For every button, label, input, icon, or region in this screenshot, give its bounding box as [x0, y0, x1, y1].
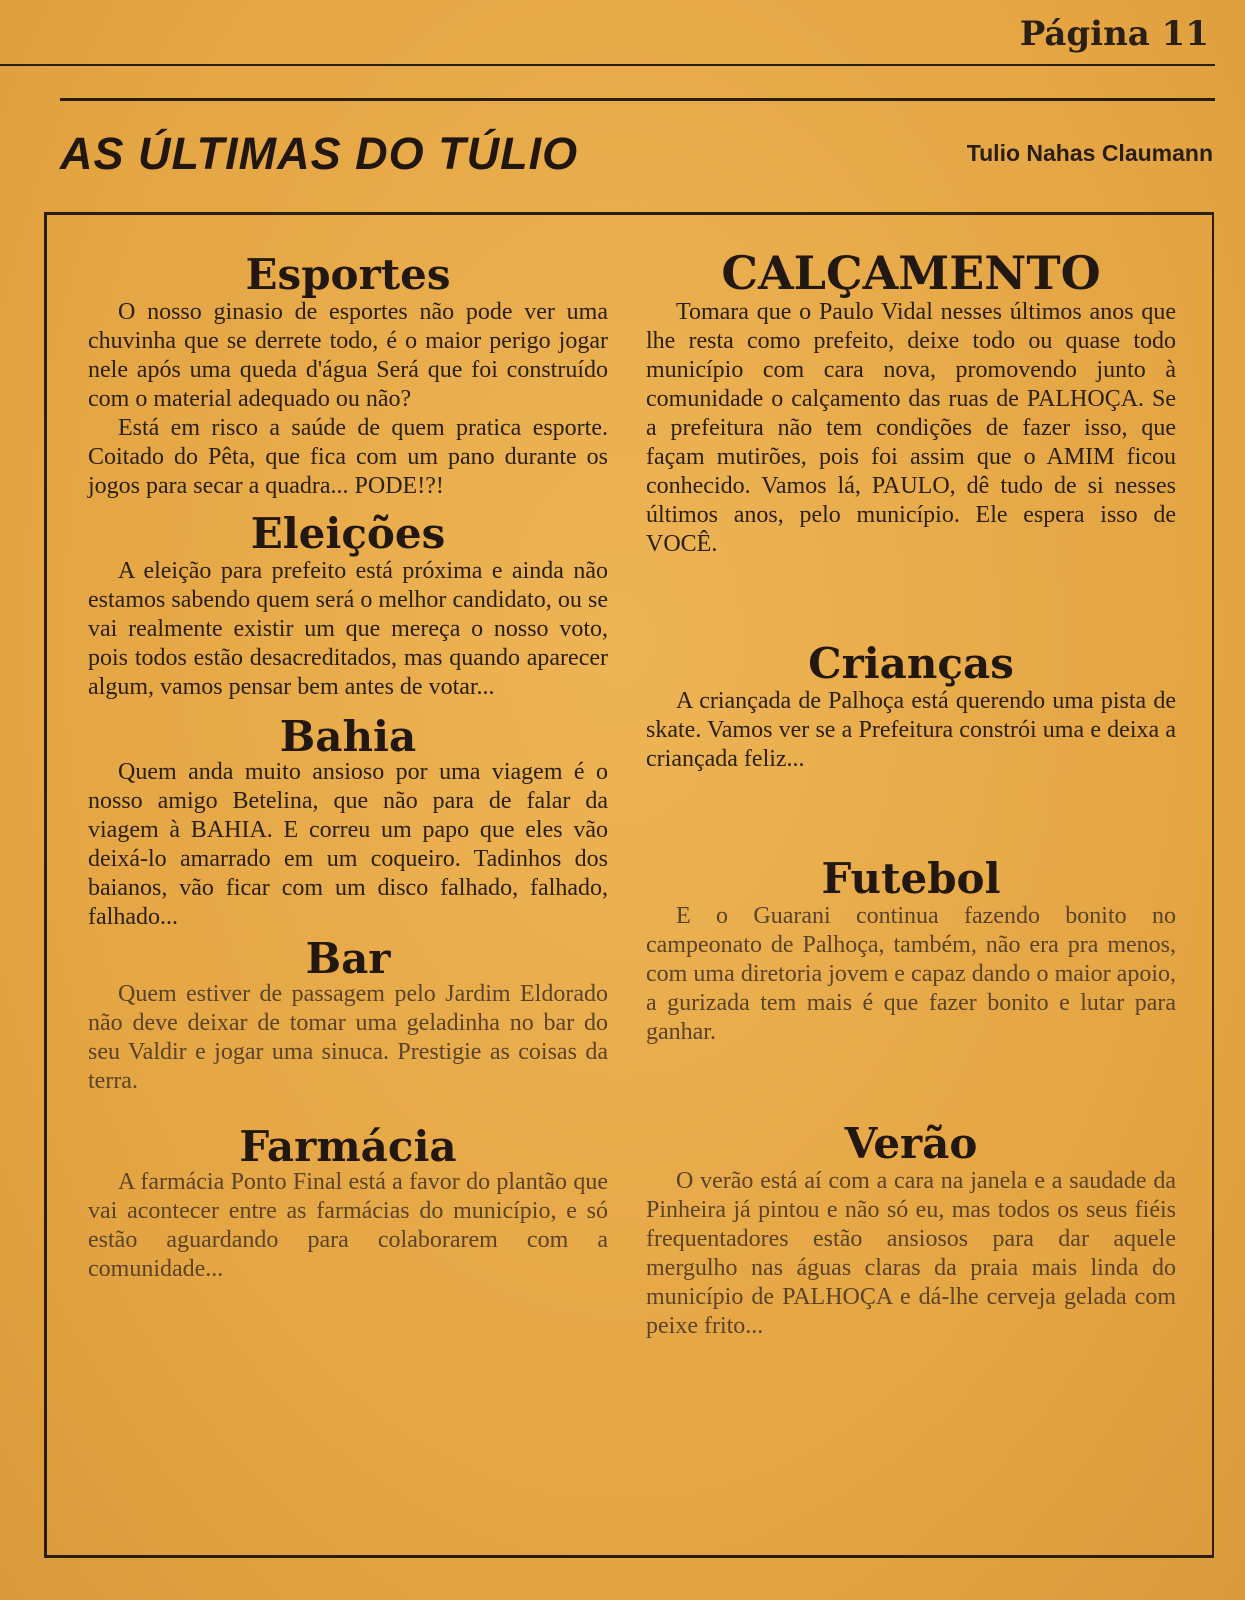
section-eleicoes: [88, 509, 608, 702]
section-bahia: [88, 712, 608, 932]
second-rule: [60, 98, 1215, 101]
section-heading: Eleições: [250, 509, 446, 558]
author-byline: Tulio Nahas Claumann: [966, 140, 1213, 166]
section-heading: Bar: [305, 934, 391, 983]
section-paragraph: A criançada de Palhoça está querendo uma pista de skate. Vamos ver se a Prefeitura constrói uma e deixa a criançada feliz...: [646, 688, 1176, 772]
section-criancas: [646, 639, 1176, 774]
section-farmacia: [88, 1122, 608, 1284]
column-title: AS ÚLTIMAS DO TÚLIO: [60, 128, 579, 179]
section-heading: Crianças: [808, 639, 1014, 688]
section-paragraph: A farmácia Ponto Final está a favor do plantão que vai acontecer entre as farmácias do município, e só estão aguardando para colaborarem com a comunidade...: [88, 1169, 608, 1282]
section-paragraph: O verão está aí com a cara na janela e a saudade da Pinheira já pintou e não só eu, mas todos os seus fiéis frequentadores estão ansiosos para dar aquele mergulho nas águas claras da praia mais linda do município de PALHOÇA e dá-lhe cerveja gelada com peixe frito...: [646, 1168, 1176, 1339]
section-paragraph: A eleição para prefeito está próxima e ainda não estamos sabendo quem será o melhor candidato, ou se vai realmente existir um que mereça o nosso voto, pois todos estão desacreditados, mas quando aparecer algum, vamos pensar bem antes de votar...: [88, 558, 608, 700]
left-column: [88, 250, 608, 1284]
page-number: Página 11: [1019, 14, 1209, 54]
section-heading: Farmácia: [239, 1122, 457, 1171]
section-paragraph: Quem anda muito ansioso por uma viagem é o nosso amigo Betelina, que não para de falar da viagem à BAHIA. E correu um papo que eles vão deixá-lo amarrado em um coqueiro. Tadinhos dos baianos, vão ficar com um disco falhado, falhado, falhado...: [88, 759, 608, 930]
section-paragraph: E o Guarani continua fazendo bonito no campeonato de Palhoça, também, não era pra menos, com uma diretoria jovem e capaz dando o maior apoio, a gurizada tem mais é que fazer bonito e lutar para ganhar.: [646, 903, 1176, 1045]
top-rule: [0, 64, 1215, 66]
section-paragraph: Quem estiver de passagem pelo Jardim Eldorado não deve deixar de tomar uma geladinha no bar do seu Valdir e jogar uma sinuca. Prestigie as coisas da terra.: [88, 981, 608, 1094]
section-futebol: [646, 854, 1176, 1047]
section-heading: CALÇAMENTO: [721, 246, 1101, 300]
right-column: [646, 246, 1176, 1341]
section-heading: Bahia: [279, 712, 417, 761]
section-bar: [88, 934, 608, 1096]
section-verao: [646, 1119, 1176, 1341]
section-heading: Futebol: [821, 854, 1001, 903]
section-calcamento: [646, 246, 1176, 559]
section-paragraph: O nosso ginasio de esportes não pode ver uma chuvinha que se derrete todo, é o maior perigo jogar nele após uma queda d'água Será que foi construído com o material adequado ou não?: [88, 299, 608, 412]
section-esportes: [88, 250, 608, 501]
section-heading: Verão: [844, 1119, 978, 1168]
section-heading: Esportes: [245, 250, 451, 299]
section-paragraph: Tomara que o Paulo Vidal nesses últimos anos que lhe resta como prefeito, deixe todo ou quase todo município com cara nova, promovendo junto à comunidade o calçamento das ruas de PALHOÇA. Se a prefeitura não tem condições de fazer isso, que façam mutirões, pois foi assim que o AMIM ficou conhecido. Vamos lá, PAULO, dê tudo de si nesses últimos anos, pelo município. Ele espera isso de VOCÊ.: [646, 299, 1176, 557]
section-paragraph: Está em risco a saúde de quem pratica esporte. Coitado do Pêta, que fica com um pano durante os jogos para secar a quadra... PODE!?!: [88, 415, 608, 499]
